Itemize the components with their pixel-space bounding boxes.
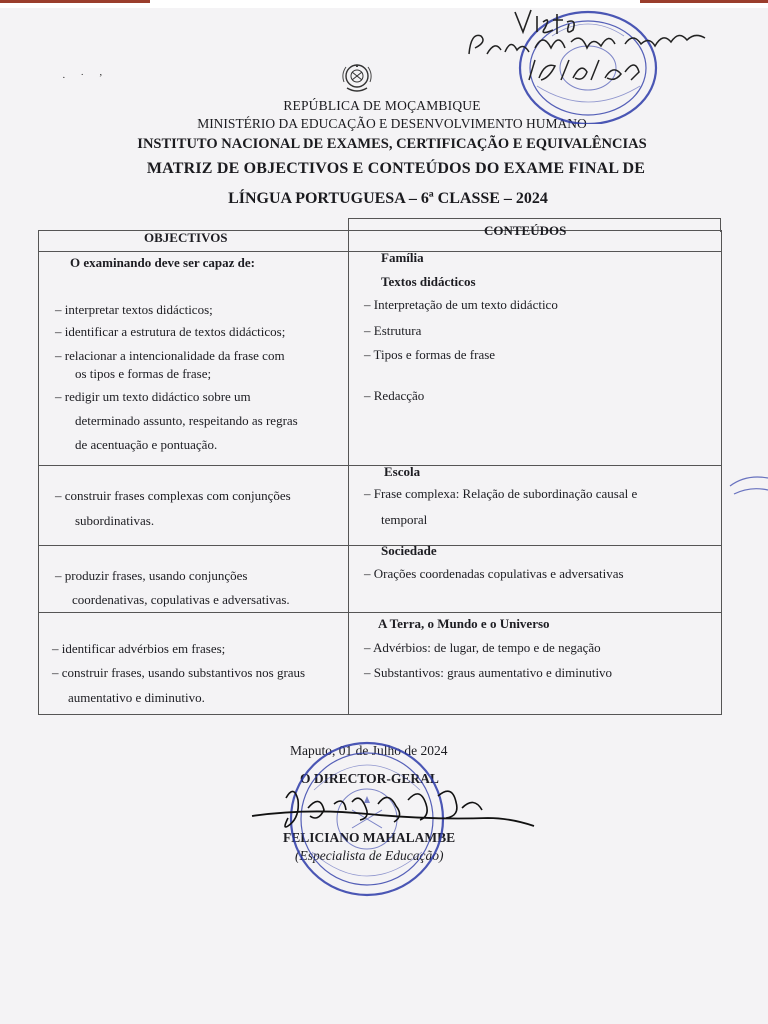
theme-label: A Terra, o Mundo e o Universo [378, 616, 550, 631]
signatory-name: FELICIANO MAHALAMBE [283, 830, 456, 845]
theme-label: Escola [384, 464, 421, 479]
objective-item: – construir frases complexas com conjunções [55, 488, 291, 503]
republic-heading: REPÚBLICA DE MOÇAMBIQUE [283, 98, 481, 113]
table-rule [38, 465, 721, 466]
director-signature [248, 778, 538, 848]
page-border-mark [0, 0, 150, 3]
objective-item: – produzir frases, usando conjunções [55, 568, 248, 583]
content-item: – Redacção [364, 388, 425, 403]
objective-item: – construir frases, usando substantivos nos graus [52, 665, 306, 680]
content-item: – Orações coordenadas copulativas e adversativas [364, 566, 624, 581]
objective-item: – identificar a estrutura de textos didácticos; [55, 324, 286, 339]
table-rule [38, 251, 721, 252]
content-item: – Advérbios: de lugar, de tempo e de negação [364, 640, 601, 655]
signatory-title: (Especialista de Educação) [295, 848, 444, 863]
objective-item-cont: aumentativo e diminutivo. [68, 690, 205, 705]
column-header-objectivos: OBJECTIVOS [144, 230, 228, 245]
institute-heading: INSTITUTO NACIONAL DE EXAMES, CERTIFICAÇÃO E EQUIVALÊNCIAS [137, 136, 647, 152]
content-item: – Frase complexa: Relação de subordinação causal e [364, 486, 638, 501]
objectives-intro: O examinando deve ser capaz de: [70, 255, 255, 270]
content-item-cont: temporal [381, 512, 428, 527]
column-divider [348, 218, 349, 714]
theme-label: Sociedade [381, 543, 437, 558]
document-title: MATRIZ DE OBJECTIVOS E CONTEÚDOS DO EXAME FINAL DE [146, 160, 646, 177]
objectives-contents-table [38, 218, 722, 715]
content-item: – Tipos e formas de frase [364, 347, 496, 362]
column-header-conteudos: CONTEÚDOS [484, 223, 567, 238]
national-emblem-icon [339, 62, 375, 96]
objective-item-cont: coordenativas, copulativas e adversativas. [72, 592, 290, 607]
ministry-heading: MINISTÉRIO DA EDUCAÇÃO E DESENVOLVIMENTO HUMANO [197, 116, 587, 131]
content-item: – Estrutura [364, 323, 422, 338]
content-item: – Interpretação de um texto didáctico [364, 297, 558, 312]
table-rule [38, 612, 721, 613]
edge-stamp-fragment [726, 466, 768, 506]
handwritten-visto-signature [465, 2, 715, 92]
document-subtitle: LÍNGUA PORTUGUESA – 6ª CLASSE – 2024 [228, 190, 548, 207]
objective-item-cont: subordinativas. [75, 513, 155, 528]
subtheme-label: Textos didácticos [381, 274, 476, 289]
objective-item-cont: os tipos e formas de frase; [75, 366, 212, 381]
place-date: Maputo, 01 de Julho de 2024 [290, 743, 448, 758]
objective-item: – relacionar a intencionalidade da frase com [55, 348, 285, 363]
table-rule [720, 218, 721, 232]
objective-item: – identificar advérbios em frases; [52, 641, 226, 656]
objective-item: – redigir um texto didáctico sobre um [55, 389, 251, 404]
objective-item-cont: determinado assunto, respeitando as regras [75, 413, 298, 428]
table-rule [348, 218, 721, 219]
objective-item-cont: de acentuação e pontuação. [75, 437, 218, 452]
table-rule [38, 545, 721, 546]
theme-label: Família [381, 250, 424, 265]
objective-item: – interpretar textos didácticos; [55, 302, 213, 317]
stray-marks: · ˙ ʼ [62, 72, 109, 84]
content-item: – Substantivos: graus aumentativo e diminutivo [364, 665, 613, 680]
signatory-role: O DIRECTOR-GERAL [300, 771, 439, 786]
